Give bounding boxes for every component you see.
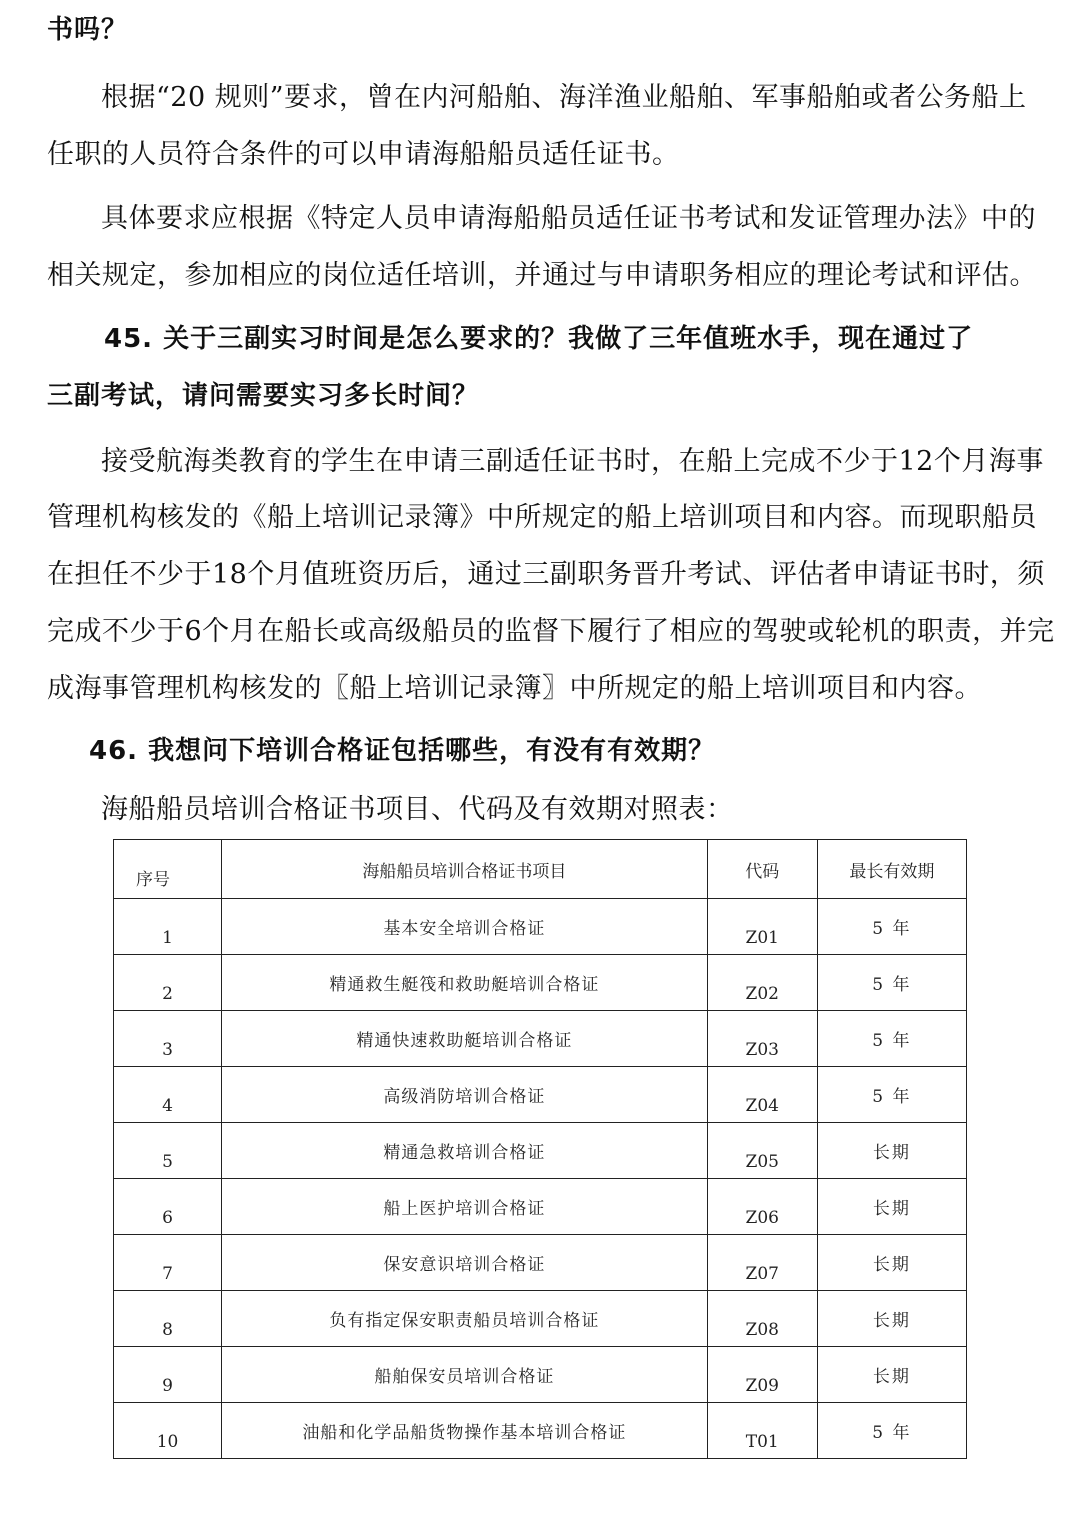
cell-validity: 5 年 xyxy=(817,1403,966,1459)
table-row xyxy=(114,955,967,1011)
cell-validity: 5 年 xyxy=(817,1067,966,1123)
cell-code: Z08 xyxy=(707,1291,817,1347)
answer-45-text: 成海事管理机构核发的〖船上培训记录簿〗中所规定的船上培训项目和内容。 xyxy=(47,673,982,704)
cell-code: T01 xyxy=(707,1403,817,1459)
cell-no: 5 xyxy=(114,1123,222,1179)
table-row xyxy=(114,1011,967,1067)
table-row xyxy=(114,1291,967,1347)
question-45: 45. 关于三副实习时间是怎么要求的？我做了三年值班水手，现在通过了 xyxy=(104,324,974,354)
cell-item: 保安意识培训合格证 xyxy=(222,1235,708,1291)
header-no: 序号 xyxy=(114,840,222,899)
table-header-row xyxy=(114,840,967,899)
header-validity: 最长有效期 xyxy=(817,840,966,899)
cell-item: 高级消防培训合格证 xyxy=(222,1067,708,1123)
cell-validity: 长期 xyxy=(817,1123,966,1179)
cell-validity: 5 年 xyxy=(817,955,966,1011)
cell-item: 船舶保安员培训合格证 xyxy=(222,1347,708,1403)
header-item: 海船船员培训合格证书项目 xyxy=(222,840,708,899)
cell-validity: 长期 xyxy=(817,1347,966,1403)
cell-validity: 长期 xyxy=(817,1179,966,1235)
cell-no: 8 xyxy=(114,1291,222,1347)
question-46: 46. 我想问下培训合格证包括哪些，有没有有效期？ xyxy=(89,736,716,766)
table-row xyxy=(114,1179,967,1235)
table-row xyxy=(114,1403,967,1459)
cell-code: Z05 xyxy=(707,1123,817,1179)
answer-45-text: 接受航海类教育的学生在申请三副适任证书时，在船上完成不少于12个月海事 xyxy=(101,446,1044,477)
cell-no: 2 xyxy=(114,955,222,1011)
cell-no: 3 xyxy=(114,1011,222,1067)
answer-45-text: 完成不少于6个月在船长或高级船员的监督下履行了相应的驾驶或轮机的职责，并完 xyxy=(47,616,1055,647)
question-continuation: 书吗？ xyxy=(47,15,129,45)
paragraph-text: 任职的人员符合条件的可以申请海船船员适任证书。 xyxy=(47,139,680,170)
answer-45-text: 管理机构核发的《船上培训记录簿》中所规定的船上培训项目和内容。而现职船员 xyxy=(47,502,1037,533)
cell-validity: 长期 xyxy=(817,1235,966,1291)
certificate-table xyxy=(113,839,967,1459)
cell-no: 9 xyxy=(114,1347,222,1403)
cell-code: Z06 xyxy=(707,1179,817,1235)
table-caption: 海船船员培训合格证书项目、代码及有效期对照表： xyxy=(101,794,734,825)
cell-item: 精通救生艇筏和救助艇培训合格证 xyxy=(222,955,708,1011)
paragraph-text: 根据“20 规则”要求，曾在内河船舶、海洋渔业船舶、军事船舶或者公务船上 xyxy=(101,82,1027,113)
cell-code: Z03 xyxy=(707,1011,817,1067)
cell-item: 负有指定保安职责船员培训合格证 xyxy=(222,1291,708,1347)
table-row xyxy=(114,1347,967,1403)
cell-validity: 5 年 xyxy=(817,899,966,955)
cell-validity: 5 年 xyxy=(817,1011,966,1067)
paragraph-text: 相关规定，参加相应的岗位适任培训，并通过与申请职务相应的理论考试和评估。 xyxy=(47,260,1037,291)
table-row xyxy=(114,1123,967,1179)
cell-no: 1 xyxy=(114,899,222,955)
cell-item: 船上医护培训合格证 xyxy=(222,1179,708,1235)
cell-no: 7 xyxy=(114,1235,222,1291)
cell-code: Z07 xyxy=(707,1235,817,1291)
cell-no: 10 xyxy=(114,1403,222,1459)
cell-code: Z01 xyxy=(707,899,817,955)
cell-code: Z02 xyxy=(707,955,817,1011)
cell-item: 油船和化学品船货物操作基本培训合格证 xyxy=(222,1403,708,1459)
cell-no: 6 xyxy=(114,1179,222,1235)
cell-no: 4 xyxy=(114,1067,222,1123)
table-row xyxy=(114,899,967,955)
cell-item: 精通快速救助艇培训合格证 xyxy=(222,1011,708,1067)
cell-validity: 长期 xyxy=(817,1291,966,1347)
cell-code: Z04 xyxy=(707,1067,817,1123)
header-code: 代码 xyxy=(707,840,817,899)
question-45-cont: 三副考试，请问需要实习多长时间？ xyxy=(47,381,480,411)
paragraph-text: 具体要求应根据《特定人员申请海船船员适任证书考试和发证管理办法》中的 xyxy=(101,203,1036,234)
cell-code: Z09 xyxy=(707,1347,817,1403)
table-row xyxy=(114,1067,967,1123)
cell-item: 精通急救培训合格证 xyxy=(222,1123,708,1179)
table-row xyxy=(114,1235,967,1291)
cell-item: 基本安全培训合格证 xyxy=(222,899,708,955)
answer-45-text: 在担任不少于18个月值班资历后，通过三副职务晋升考试、评估者申请证书时，须 xyxy=(47,559,1045,590)
